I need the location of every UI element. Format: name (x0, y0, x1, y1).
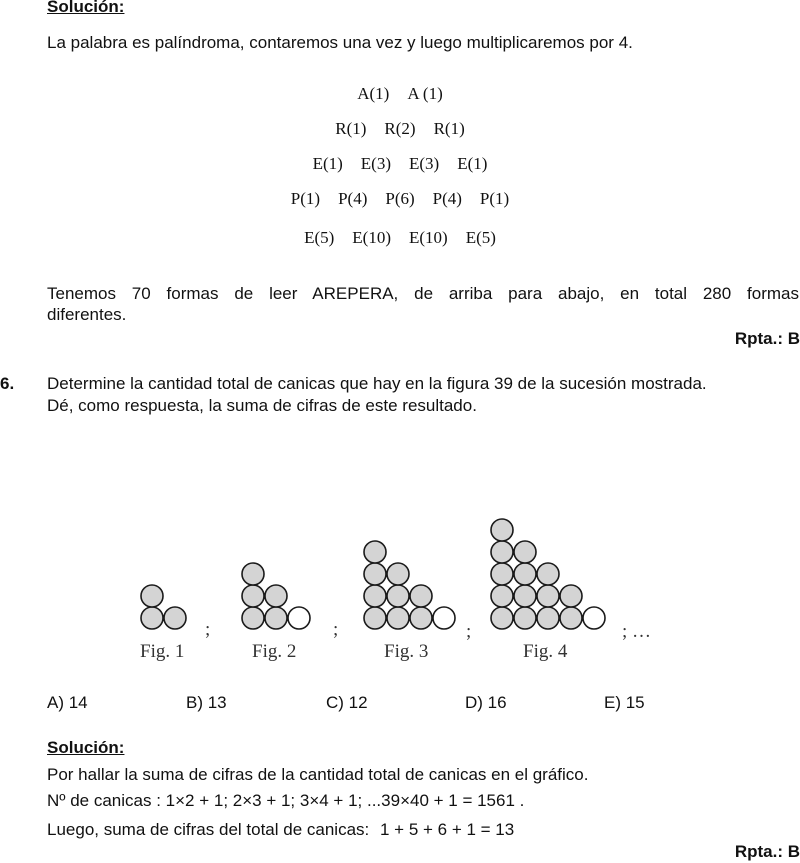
marble (387, 585, 409, 607)
pyramid-cell: E(1) (312, 154, 343, 173)
marble (242, 585, 264, 607)
solution2-line3-math: 1 + 5 + 6 + 1 = 13 (379, 820, 515, 839)
pyramid-row-4 (0, 189, 800, 209)
solution2-line2: Nº de canicas : 1×2 + 1; 2×3 + 1; 3×4 + 1; ...39×40 + 1 = 1561 . (47, 791, 525, 810)
marble (514, 607, 536, 629)
marble-group (141, 519, 605, 629)
pyramid-cell: P(6) (385, 189, 415, 208)
solution-heading-2: Solución: (47, 738, 125, 757)
pyramid-cell: P(4) (338, 189, 368, 208)
marble (265, 585, 287, 607)
pyramid-row-2 (0, 119, 800, 139)
marble (537, 563, 559, 585)
ellipsis: ; … (622, 621, 652, 642)
solution2-line3 (47, 820, 514, 840)
marble (433, 607, 455, 629)
fig-label-3: Fig. 3 (384, 641, 429, 662)
marble (560, 607, 582, 629)
marble (164, 607, 186, 629)
fig-label-4: Fig. 4 (523, 641, 568, 662)
marble (364, 541, 386, 563)
pyramid-row-5 (0, 228, 800, 248)
marble (141, 585, 163, 607)
solution2-line3-text: Luego, suma de cifras del total de canicas: (47, 820, 370, 839)
marble (410, 585, 432, 607)
marble (364, 585, 386, 607)
marble (242, 607, 264, 629)
marble (491, 541, 513, 563)
pyramid-cell: E(10) (409, 228, 448, 247)
marble (364, 563, 386, 585)
pyramid-cell: A (1) (407, 84, 443, 103)
marble (537, 607, 559, 629)
marble (491, 585, 513, 607)
problem-text-line2: Dé, como respuesta, la suma de cifras de este resultado. (47, 396, 477, 415)
pyramid-cell: R(2) (384, 119, 416, 138)
fig-label-1: Fig. 1 (140, 641, 185, 662)
option-c[interactable]: C) 12 (326, 693, 368, 712)
pyramid-cell: E(10) (352, 228, 391, 247)
pyramid-cell: P(1) (290, 189, 321, 208)
marble (288, 607, 310, 629)
pyramid-cell: R(1) (433, 119, 465, 138)
option-e[interactable]: E) 15 (604, 693, 645, 712)
pyramid-cell: A(1) (357, 84, 390, 103)
option-d[interactable]: D) 16 (465, 693, 507, 712)
marble (387, 607, 409, 629)
marble (560, 585, 582, 607)
marble (410, 607, 432, 629)
option-b[interactable]: B) 13 (186, 693, 227, 712)
answer-label-1: Rpta.: B (734, 329, 800, 348)
pyramid-cell: E(5) (304, 228, 335, 247)
option-a[interactable]: A) 14 (47, 693, 88, 712)
marble (583, 607, 605, 629)
marble (514, 541, 536, 563)
marble (514, 563, 536, 585)
marble (491, 563, 513, 585)
marble (491, 607, 513, 629)
pyramid-cell: E(1) (457, 154, 488, 173)
solution-intro: La palabra es palíndroma, contaremos una vez y luego multiplicaremos por 4. (47, 33, 633, 52)
problem-number: 6. (0, 374, 15, 393)
separator-3: ; (466, 621, 472, 642)
solution-heading-1: Solución: (47, 0, 125, 16)
separator-2: ; (333, 619, 339, 640)
marble (242, 563, 264, 585)
marble (364, 607, 386, 629)
pyramid-cell: P(1) (479, 189, 510, 208)
marbles-figure (0, 430, 800, 670)
solution2-line1: Por hallar la suma de cifras de la cantidad total de canicas en el gráfico. (47, 765, 589, 784)
pyramid-cell: E(5) (465, 228, 496, 247)
solution-conclusion-line2: diferentes. (47, 305, 127, 324)
pyramid-row-3 (0, 154, 800, 174)
pyramid-cell: E(3) (360, 154, 391, 173)
marble (537, 585, 559, 607)
pyramid-cell: R(1) (335, 119, 367, 138)
fig-label-2: Fig. 2 (252, 641, 297, 662)
marble (491, 519, 513, 541)
marble (265, 607, 287, 629)
answer-label-2: Rpta.: B (734, 842, 800, 861)
marble (141, 607, 163, 629)
marble (514, 585, 536, 607)
separator-1: ; (205, 619, 211, 640)
pyramid-row-1 (0, 84, 800, 104)
problem-text-line1: Determine la cantidad total de canicas que hay en la figura 39 de la sucesión mostrada. (47, 374, 707, 393)
solution-conclusion-line1: Tenemos 70 formas de leer AREPERA, de arriba para abajo, en total 280 formas (47, 284, 799, 303)
pyramid-cell: P(4) (432, 189, 462, 208)
pyramid-cell: E(3) (409, 154, 440, 173)
marble (387, 563, 409, 585)
